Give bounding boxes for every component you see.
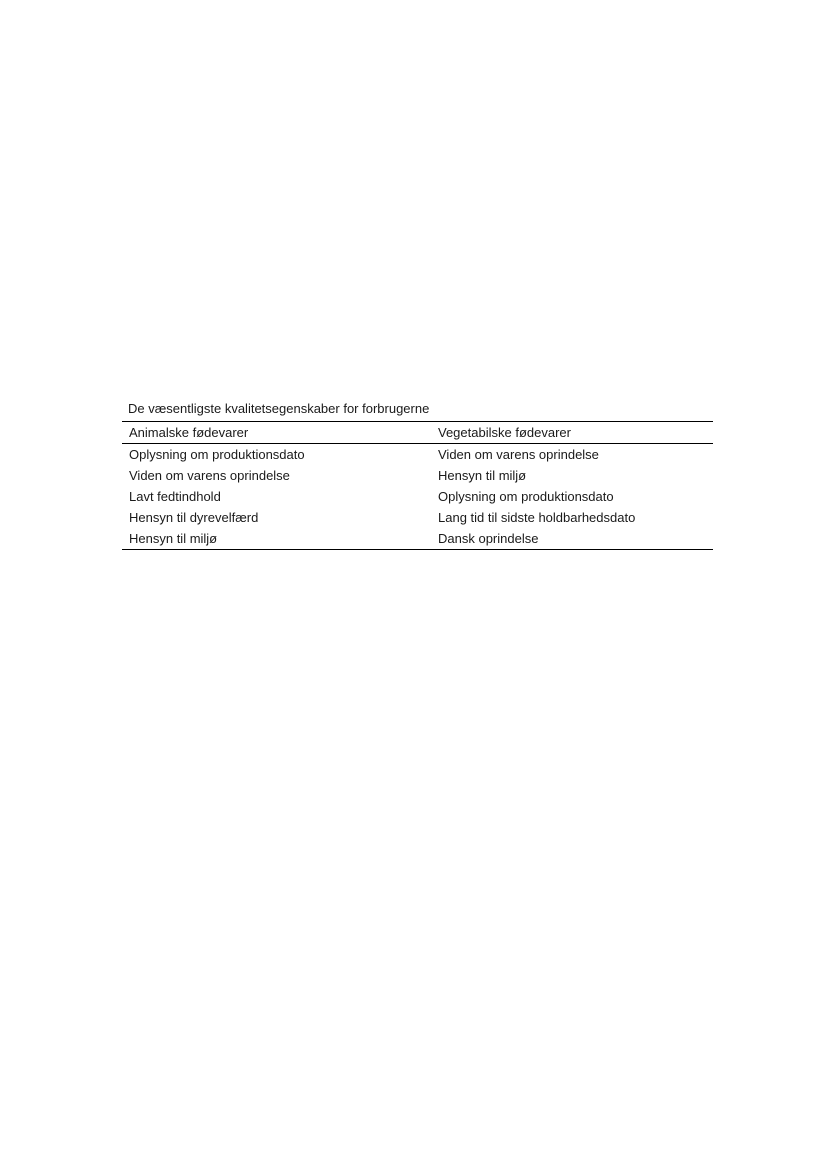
table-row <box>122 507 713 528</box>
table-cell: Lavt fedtindhold <box>129 489 221 504</box>
table-cell: Lang tid til sidste holdbarhedsdato <box>438 510 636 525</box>
table-cell: Viden om varens oprindelse <box>129 468 290 483</box>
table-row <box>122 528 713 550</box>
table-cell: Dansk oprindelse <box>438 531 539 546</box>
table-cell: Oplysning om produktionsdato <box>129 447 305 462</box>
table-cell: Viden om varens oprindelse <box>438 447 599 462</box>
table-row <box>122 486 713 507</box>
header-animal-foods: Animalske fødevarer <box>129 425 249 440</box>
table-cell: Oplysning om produktionsdato <box>438 489 614 504</box>
table-cell: Hensyn til miljø <box>438 468 527 483</box>
table-header-row <box>122 422 713 444</box>
quality-table-block <box>122 399 713 550</box>
table-cell: Hensyn til miljø <box>129 531 218 546</box>
table-row <box>122 465 713 486</box>
table-caption: De væsentligste kvalitetsegenskaber for forbrugerne <box>128 401 430 416</box>
table-cell: Hensyn til dyrevelfærd <box>129 510 259 525</box>
table-row <box>122 444 713 466</box>
quality-table <box>122 421 713 550</box>
header-vegetable-foods: Vegetabilske fødevarer <box>438 425 571 440</box>
